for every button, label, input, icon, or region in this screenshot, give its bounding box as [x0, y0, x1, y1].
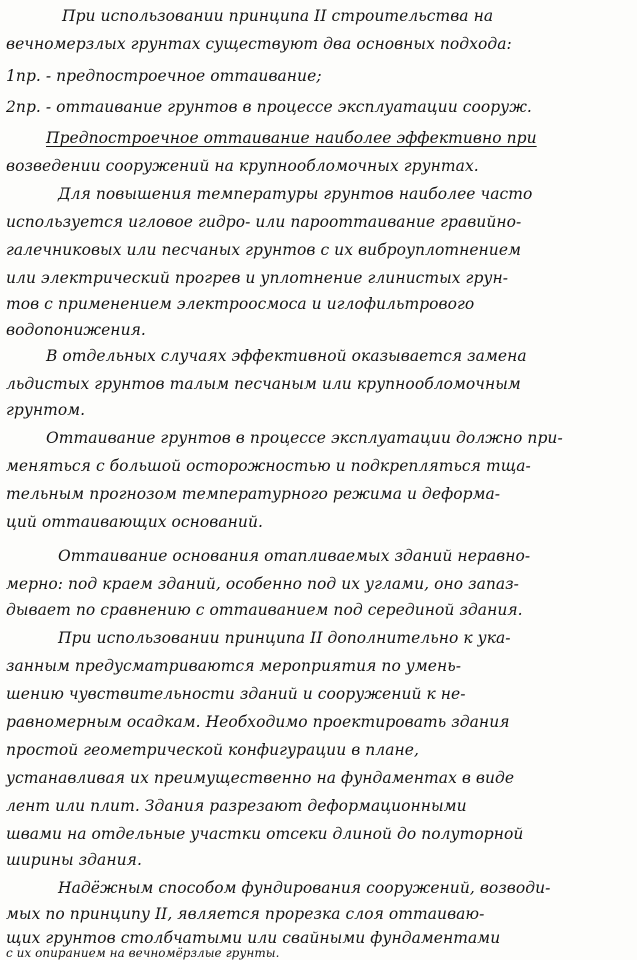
text-line: Оттаивание основания отапливаемых зданий неравно-: [58, 547, 531, 565]
text-line: В отдельных случаях эффективной оказывается замена: [46, 347, 527, 365]
text-line: 1пр. - предпостроечное оттаивание;: [6, 67, 322, 85]
text-line: При использовании принципа II дополнительно к ука-: [58, 629, 511, 647]
text-line: устанавливая их преимущественно на фундаментах в виде: [6, 769, 515, 787]
text-line: щих грунтов столбчатыми или свайными фундаментами: [6, 929, 501, 947]
text-line: или электрический прогрев и уплотнение глинистых грун-: [6, 269, 508, 287]
text-line: меняться с большой осторожностью и подкрепляться тща-: [6, 457, 531, 475]
text-line: Для повышения температуры грунтов наиболее часто: [58, 185, 533, 203]
text-line: ций оттаивающих оснований.: [6, 513, 263, 531]
text-line: тельным прогнозом температурного режима и деформа-: [6, 485, 501, 503]
text-line: лент или плит. Здания разрезают деформационными: [6, 797, 467, 815]
text-line: дывает по сравнению с оттаиванием под серединой здания.: [6, 601, 523, 619]
text-line: тов с применением электроосмоса и иглофильтрового: [6, 295, 475, 313]
text-line: Надёжным способом фундирования сооружений, возводи-: [58, 879, 551, 897]
text-line: ширины здания.: [6, 851, 142, 869]
text-line: занным предусматриваются мероприятия по умень-: [6, 657, 462, 675]
text-line: водопонижения.: [6, 321, 146, 339]
text-line: вечномерзлых грунтах существуют два основных подхода:: [6, 35, 512, 53]
text-line: простой геометрической конфигурации в плане,: [6, 741, 419, 759]
text-line: Оттаивание грунтов в процессе эксплуатации должно при-: [46, 429, 563, 447]
text-line: мых по принципу II, является прорезка слоя оттаиваю-: [6, 905, 485, 923]
text-line: галечниковых или песчаных грунтов с их виброуплотнением: [6, 241, 521, 259]
text-line: мерно: под краем зданий, особенно под их углами, оно запаз-: [6, 575, 519, 593]
text-line: При использовании принципа II строительства на: [62, 7, 494, 25]
text-line: шению чувствительности зданий и сооружений к не-: [6, 685, 466, 703]
text-line: Предпостроечное оттаивание наиболее эффективно при: [46, 129, 537, 147]
text-line: возведении сооружений на крупнообломочных грунтах.: [6, 157, 479, 175]
text-line: с их опиранием на вечномёрзлые грунты.: [6, 946, 280, 960]
text-line: льдистых грунтов талым песчаным или крупнообломочным: [6, 375, 521, 393]
text-line: 2пр. - оттаивание грунтов в процессе эксплуатации сооруж.: [6, 98, 532, 116]
text-line: грунтом.: [6, 401, 86, 419]
text-line: равномерным осадкам. Необходимо проектировать здания: [6, 713, 510, 731]
text-line: швами на отдельные участки отсеки длиной до полуторной: [6, 825, 524, 843]
text-line: используется игловое гидро- или парооттаивание гравийно-: [6, 213, 522, 231]
